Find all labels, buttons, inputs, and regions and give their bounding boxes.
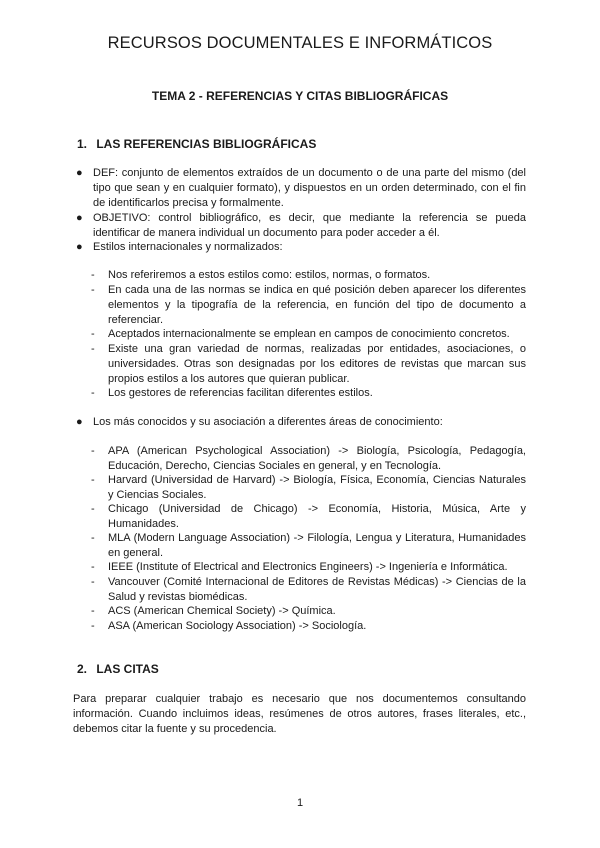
dash-marker: - — [91, 387, 95, 399]
dash-marker: - — [91, 328, 95, 340]
topic-title: TEMA 2 - REFERENCIAS Y CITAS BIBLIOGRÁFICAS — [151, 89, 449, 103]
document-title: RECURSOS DOCUMENTALES E INFORMÁTICOS — [107, 34, 493, 52]
style-entry-vancouver: Vancouver (Comité Internacional de Editores de Revistas Médicas) -> Ciencias de la Salud y revistas biomédicas. — [108, 576, 526, 603]
style-entry-chicago: Chicago (Universidad de Chicago) -> Economía, Historia, Música, Arte y Humanidades. — [108, 503, 526, 530]
style-entry-harvard: Harvard (Universidad de Harvard) -> Biología, Física, Economía, Ciencias Naturales y Ciencias Sociales. — [108, 474, 526, 501]
bullet-marker: ● — [76, 167, 83, 179]
bullet-objective: OBJETIVO: control bibliográfico, es decir, que mediante la referencia se pueda identificar de manera individual un documento para poder acceder a él. — [93, 212, 526, 239]
style-item: Aceptados internacionalmente se emplean en campos de conocimiento concretos. — [108, 328, 510, 340]
dash-marker: - — [91, 343, 95, 355]
style-item: En cada una de las normas se indica en qué posición deben aparecer los diferentes elementos y la tipografía de la referencia, en función del tipo de documento a referenciar. — [108, 284, 526, 326]
section-2-heading — [77, 662, 159, 676]
dash-marker: - — [91, 532, 95, 544]
section-1-heading — [77, 137, 316, 151]
section-heading-text: LAS CITAS — [96, 662, 159, 676]
page-number: 1 — [296, 797, 304, 809]
section-heading-text: LAS REFERENCIAS BIBLIOGRÁFICAS — [96, 137, 317, 151]
bullet-known-styles: Los más conocidos y su asociación a diferentes áreas de conocimiento: — [93, 416, 443, 428]
style-item: Existe una gran variedad de normas, realizadas por entidades, asociaciones, o universidades. Otras son designadas por los editores de revistas que marcan sus propios estilos a los autores que quieran publicar. — [108, 343, 526, 385]
bullet-marker: ● — [76, 241, 83, 253]
style-entry-ieee: IEEE (Institute of Electrical and Electronics Engineers) -> Ingeniería e Informática. — [108, 561, 508, 573]
dash-marker: - — [91, 269, 95, 281]
citas-paragraph: Para preparar cualquier trabajo es necesario que nos documentemos consultando información. Cuando incluimos ideas, resúmenes de otros autores, frases literales, etc., debemos citar la fuente y su procedencia. — [73, 693, 526, 735]
style-entry-apa: APA (American Psychological Association) -> Biología, Psicología, Pedagogía, Educación, Derecho, Ciencias Sociales en general, y en Tecnología. — [108, 445, 526, 472]
bullet-marker: ● — [76, 212, 83, 224]
bullet-styles: Estilos internacionales y normalizados: — [93, 241, 283, 253]
dash-marker: - — [91, 620, 95, 632]
dash-marker: - — [91, 576, 95, 588]
dash-marker: - — [91, 445, 95, 457]
dash-marker: - — [91, 561, 95, 573]
section-number: 2. — [77, 662, 88, 676]
section-number: 1. — [77, 137, 88, 151]
style-item: Los gestores de referencias facilitan diferentes estilos. — [108, 387, 373, 399]
style-entry-mla: MLA (Modern Language Association) -> Filología, Lengua y Literatura, Humanidades en general. — [108, 532, 526, 559]
bullet-definition: DEF: conjunto de elementos extraídos de un documento o de una parte del mismo (del tipo que sean y en cualquier formato), y dispuestos en un orden determinado, con el fin de identificarlos precisa y formalmente. — [93, 167, 526, 209]
style-item: Nos referiremos a estos estilos como: estilos, normas, o formatos. — [108, 269, 431, 281]
bullet-marker: ● — [76, 416, 83, 428]
dash-marker: - — [91, 605, 95, 617]
dash-marker: - — [91, 503, 95, 515]
dash-marker: - — [91, 474, 95, 486]
dash-marker: - — [91, 284, 95, 296]
style-entry-acs: ACS (American Chemical Society) -> Química. — [108, 605, 336, 617]
style-entry-asa: ASA (American Sociology Association) -> Sociología. — [108, 620, 367, 632]
